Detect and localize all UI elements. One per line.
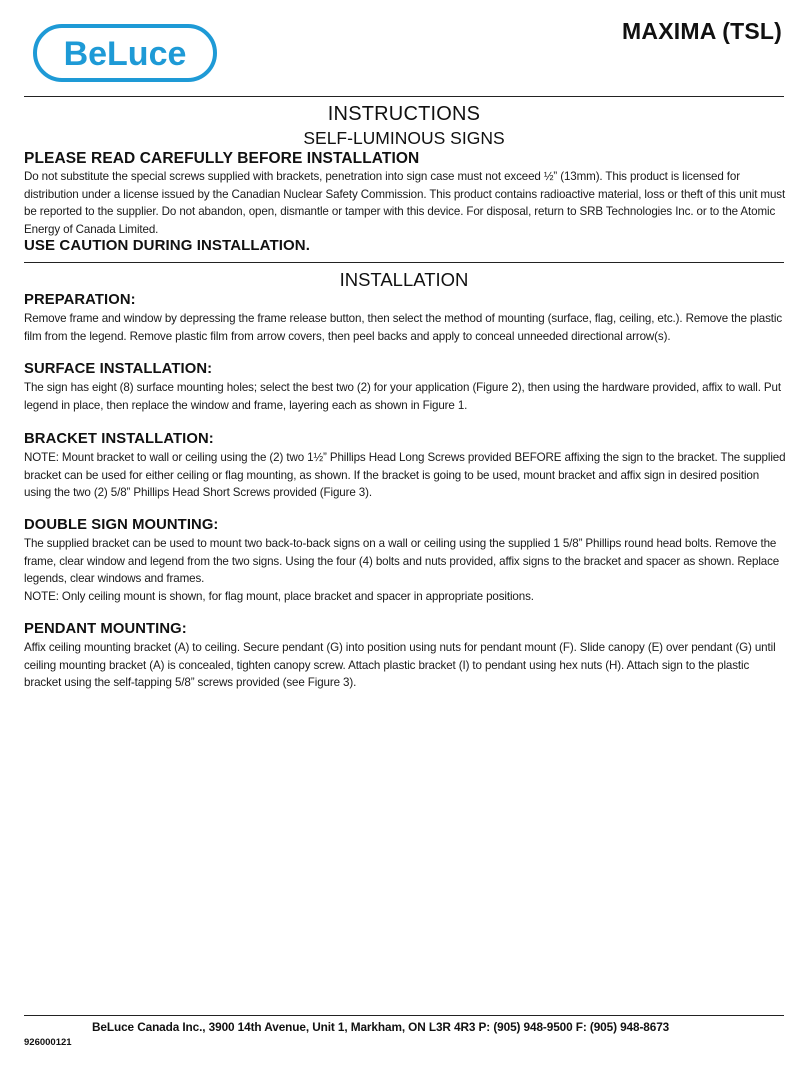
top-divider [24,96,784,97]
preparation-paragraph: Remove frame and window by depressing the frame release button, then select the method of mounting (surface, flag, ceiling, etc.). Remove the plastic film from the legend. Remove plastic film from arrow covers, then peel backs and apply to conceal unneeded directional arrow(s). [24,312,783,343]
logo-text: BeLuce [63,35,187,73]
surface-installation-paragraph: The sign has eight (8) surface mounting holes; select the best two (2) for your application (Figure 2), then using the hardware provided, affix to wall. Put legend in place, then replace the window and frame, layering each as shown in Figure 1. [24,381,781,412]
page-title: INSTRUCTIONS [327,103,481,125]
middle-divider [24,262,784,263]
footer-divider [24,1015,784,1016]
pendant-mounting-heading: PENDANT MOUNTING: [24,621,187,637]
page-subtitle: SELF-LUMINOUS SIGNS [303,128,505,148]
caution-heading: USE CAUTION DURING INSTALLATION. [24,237,310,254]
double-sign-mounting-paragraph: The supplied bracket can be used to mount two back-to-back signs on a wall or ceiling using the supplied 1 5/8” Phillips round head bolts. Remove the frame, clear window and legend from the two signs. Using the four (4) bolts and nuts provided, affix signs to the bracket and spacer as shown. Replace legends, clear windows and frames. [24,537,780,585]
preparation-heading: PREPARATION: [24,292,136,308]
bracket-installation-heading: BRACKET INSTALLATION: [24,431,214,447]
double-sign-mounting-heading: DOUBLE SIGN MOUNTING: [24,517,219,533]
footer-address: BeLuce Canada Inc., 3900 14th Avenue, Unit 1, Markham, ON L3R 4R3 P: (905) 948-9500 F: (905) 948-8673 [92,1020,670,1034]
preparation-text [24,310,786,345]
product-title: MAXIMA (TSL) [622,18,782,44]
document-number: 926000121 [24,1037,72,1048]
installation-title: INSTALLATION [339,269,469,290]
beluce-logo [33,24,217,82]
pendant-mounting-text [24,639,786,692]
double-sign-mounting-note: NOTE: Only ceiling mount is shown, for flag mount, place bracket and spacer in appropriate positions. [24,589,534,603]
bracket-installation-text [24,449,786,502]
pendant-mounting-paragraph: Affix ceiling mounting bracket (A) to ceiling. Secure pendant (G) into position using nuts for pendant mount (F). Slide canopy (E) over pendant (G) until ceiling mounting bracket (A) is concealed, tighten canopy screw. Attach plastic bracket (I) to pendant using hex nuts (H). Attach sign to the plastic bracket using the self-tapping 5/8” screws provided (see Figure 3). [24,641,776,689]
bracket-installation-paragraph: NOTE: Mount bracket to wall or ceiling using the (2) two 1½” Phillips Head Long Screws provided BEFORE affixing the sign to the bracket. The supplied bracket can be used for either ceiling or flag mounting, as shown. If the bracket is going to be used, mount bracket and affix sign in desired position using the two (2) 5/8” Phillips Head Short Screws provided (Figure 3). [24,451,786,499]
surface-installation-text [24,379,786,414]
warning-heading: PLEASE READ CAREFULLY BEFORE INSTALLATION [24,150,420,167]
warning-paragraph: Do not substitute the special screws supplied with brackets, penetration into sign case must not exceed ½” (13mm). This product is licensed for distribution under a license issued by the Canadian Nuclear Safety Commission. This product contains radioactive material, loss or theft of this unit must be reported to the supplier. Do not abandon, open, dismantle or tamper with this device. For disposal, return to SRB Technologies Inc. or to the Atomic Energy of Canada Limited. [24,170,786,236]
double-sign-mounting-text [24,535,786,605]
warning-text [24,168,786,238]
surface-installation-heading: SURFACE INSTALLATION: [24,361,213,377]
